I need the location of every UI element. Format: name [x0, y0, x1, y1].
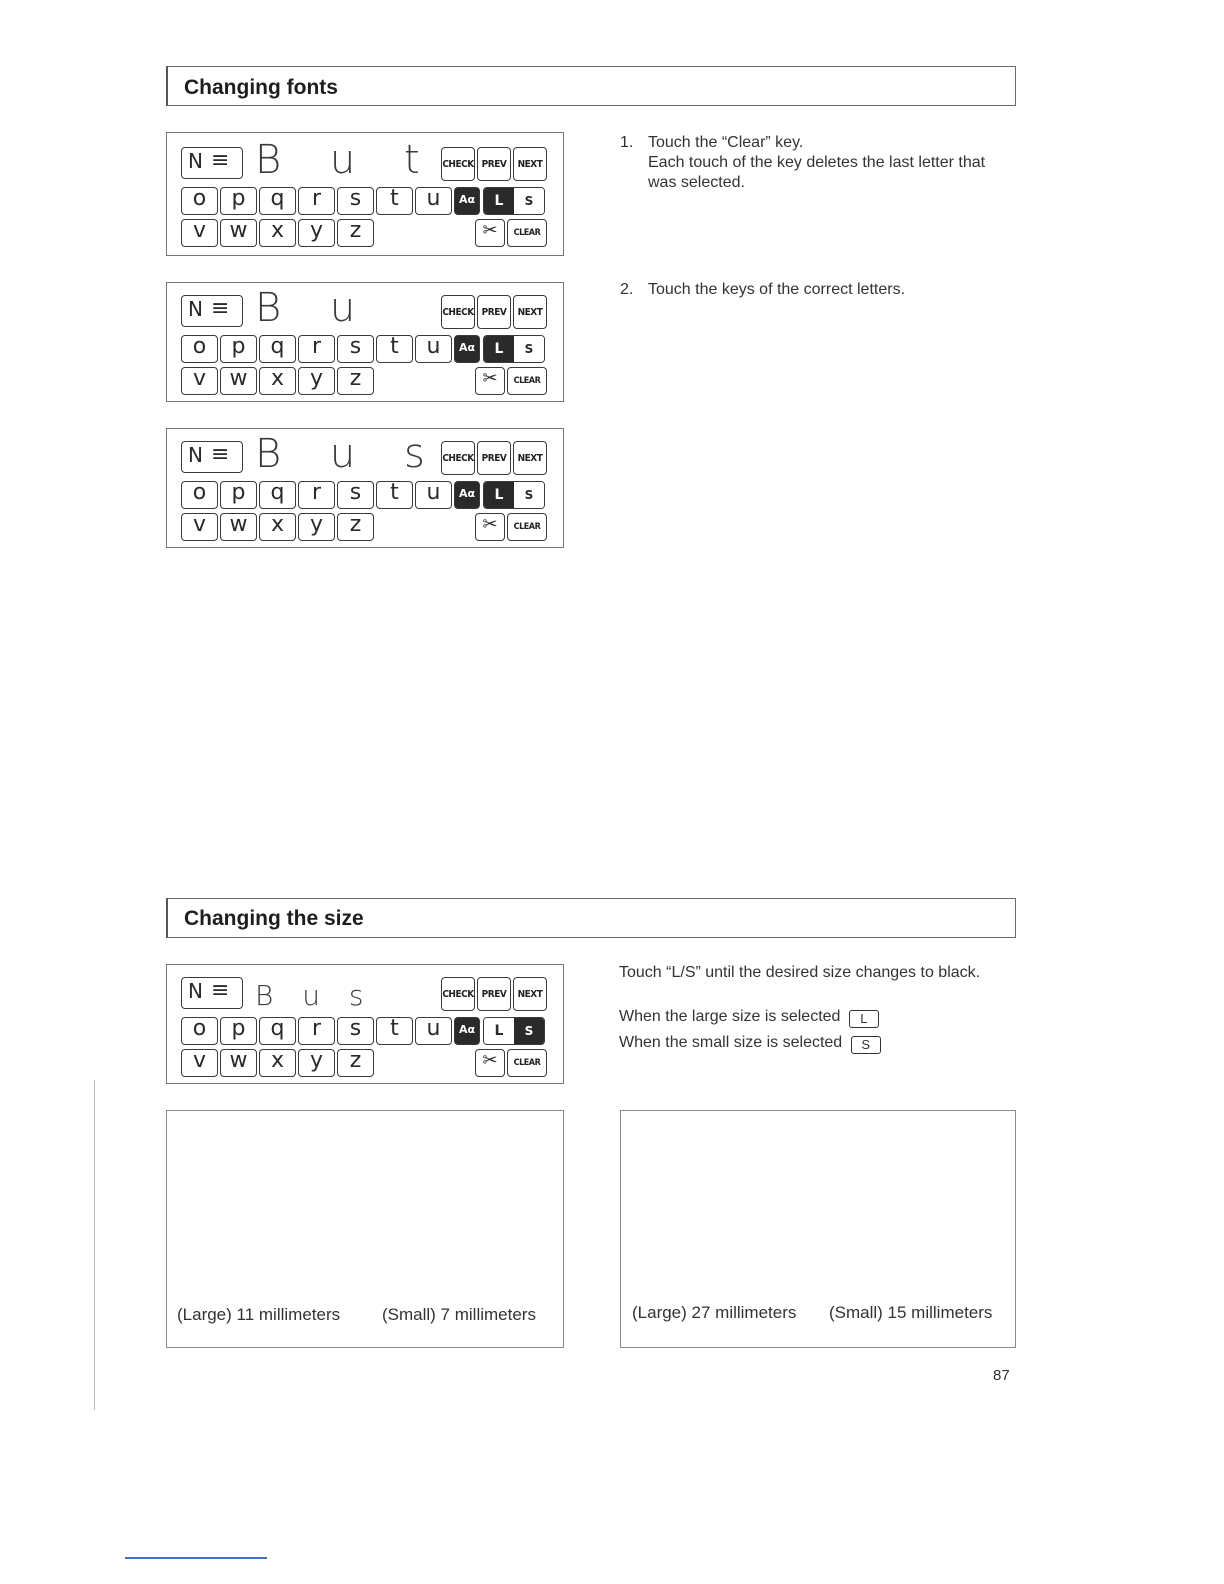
letter-key-w[interactable]: w — [220, 219, 257, 247]
prev-button[interactable]: PREV — [477, 977, 511, 1011]
letter-key-r[interactable]: r — [298, 187, 335, 215]
letter-key-q[interactable]: q — [259, 481, 296, 509]
size-large-label: L — [484, 482, 514, 508]
letter-key-z[interactable]: z — [337, 513, 374, 541]
scissors-icon[interactable]: ✂ — [475, 513, 505, 541]
letter-key-p[interactable]: p — [220, 481, 257, 509]
mode-key-label: N — [188, 979, 203, 1003]
font-style-icon: ≡ — [210, 442, 230, 467]
next-button[interactable]: NEXT — [513, 977, 547, 1011]
font-style-icon: ≡ — [210, 296, 230, 321]
letter-key-q[interactable]: q — [259, 335, 296, 363]
scissors-icon[interactable]: ✂ — [475, 367, 505, 395]
small-selected-line — [619, 1033, 881, 1054]
letter-key-p[interactable]: p — [220, 335, 257, 363]
clear-button[interactable]: CLEAR — [507, 1049, 547, 1077]
lcd-content — [179, 973, 551, 1081]
display-text: B u — [255, 285, 374, 331]
letter-key-z[interactable]: z — [337, 367, 374, 395]
letter-key-q[interactable]: q — [259, 1017, 296, 1045]
clear-button[interactable]: CLEAR — [507, 367, 547, 395]
step-1-line-2: Each touch of the key deletes the last letter that — [648, 154, 986, 171]
letter-key-u[interactable]: u — [415, 481, 452, 509]
size-ls-key[interactable] — [483, 335, 545, 363]
letter-key-y[interactable]: y — [298, 219, 335, 247]
step-2-line-1: Touch the keys of the correct letters. — [648, 281, 906, 298]
next-button[interactable]: NEXT — [513, 441, 547, 475]
example-2-large: (Large) 27 millimeters — [632, 1303, 797, 1322]
step-1-number: 1. — [620, 134, 634, 151]
letter-key-o[interactable]: o — [181, 1017, 218, 1045]
mode-key-label: N — [188, 443, 203, 467]
letter-key-x[interactable]: x — [259, 1049, 296, 1077]
size-key-small-outline: S — [851, 1036, 881, 1054]
mode-key[interactable] — [181, 441, 243, 473]
clear-button[interactable]: CLEAR — [507, 219, 547, 247]
case-toggle-key[interactable]: Aα — [454, 335, 480, 363]
letter-key-q[interactable]: q — [259, 187, 296, 215]
case-toggle-key[interactable]: Aα — [454, 187, 480, 215]
check-button[interactable]: CHECK — [441, 977, 475, 1011]
display-text: B u s — [255, 431, 443, 477]
letter-key-p[interactable]: p — [220, 187, 257, 215]
letter-key-w[interactable]: w — [220, 513, 257, 541]
letter-key-u[interactable]: u — [415, 335, 452, 363]
letter-key-t[interactable]: t — [376, 335, 413, 363]
next-button[interactable]: NEXT — [513, 295, 547, 329]
mode-key[interactable] — [181, 147, 243, 179]
size-instruction: Touch “L/S” until the desired size changes to black. — [619, 964, 981, 981]
example-1-small: (Small) 7 millimeters — [382, 1305, 536, 1324]
section-title: Changing fonts — [184, 76, 338, 99]
large-selected-text: When the large size is selected — [619, 1008, 841, 1025]
large-selected-line — [619, 1007, 879, 1028]
letter-key-r[interactable]: r — [298, 481, 335, 509]
mode-key[interactable] — [181, 295, 243, 327]
size-small-label: S — [514, 482, 544, 508]
display-text: B u s — [255, 979, 374, 1012]
lcd-screen-1 — [166, 132, 564, 256]
letter-key-v[interactable]: v — [181, 1049, 218, 1077]
mode-key-label: N — [188, 297, 203, 321]
size-key-large-outline: L — [849, 1010, 879, 1028]
letter-key-s[interactable]: s — [337, 1017, 374, 1045]
size-ls-key[interactable] — [483, 1017, 545, 1045]
example-1-large: (Large) 11 millimeters — [177, 1305, 341, 1324]
step-2-number: 2. — [620, 281, 634, 298]
letter-key-y[interactable]: y — [298, 367, 335, 395]
font-style-icon: ≡ — [210, 148, 230, 173]
lcd-content — [179, 285, 551, 399]
letter-key-s[interactable]: s — [337, 481, 374, 509]
size-large-label: L — [484, 336, 514, 362]
letter-key-y[interactable]: y — [298, 1049, 335, 1077]
lcd-screen-2 — [166, 282, 564, 402]
display-text: B u t — [255, 137, 438, 183]
lcd-screen-3 — [166, 428, 564, 548]
prev-button[interactable]: PREV — [477, 295, 511, 329]
letter-key-r[interactable]: r — [298, 1017, 335, 1045]
letter-key-r[interactable]: r — [298, 335, 335, 363]
letter-key-z[interactable]: z — [337, 1049, 374, 1077]
scissors-icon[interactable]: ✂ — [475, 1049, 505, 1077]
mode-key-label: N — [188, 149, 203, 173]
letter-key-o[interactable]: o — [181, 187, 218, 215]
letter-key-w[interactable]: w — [220, 1049, 257, 1077]
letter-key-x[interactable]: x — [259, 219, 296, 247]
letter-key-w[interactable]: w — [220, 367, 257, 395]
size-large-label: L — [484, 188, 514, 214]
letter-key-o[interactable]: o — [181, 335, 218, 363]
letter-key-x[interactable]: x — [259, 367, 296, 395]
letter-key-v[interactable]: v — [181, 513, 218, 541]
prev-button[interactable]: PREV — [477, 441, 511, 475]
letter-key-o[interactable]: o — [181, 481, 218, 509]
letter-key-u[interactable]: u — [415, 1017, 452, 1045]
size-ls-key[interactable] — [483, 481, 545, 509]
small-selected-text: When the small size is selected — [619, 1034, 843, 1051]
case-toggle-key[interactable]: Aα — [454, 1017, 480, 1045]
font-style-icon: ≡ — [210, 978, 230, 1003]
letter-key-t[interactable]: t — [376, 187, 413, 215]
lcd-screen-size — [166, 964, 564, 1084]
letter-key-s[interactable]: s — [337, 187, 374, 215]
scissors-icon[interactable]: ✂ — [475, 219, 505, 247]
size-small-label: S — [514, 336, 544, 362]
letter-key-t[interactable]: t — [376, 1017, 413, 1045]
clear-button[interactable]: CLEAR — [507, 513, 547, 541]
page-number: 87 — [993, 1367, 1010, 1384]
case-toggle-key[interactable]: Aα — [454, 481, 480, 509]
section-title: Changing the size — [184, 907, 364, 930]
size-small-label: S — [514, 188, 544, 214]
letter-key-x[interactable]: x — [259, 513, 296, 541]
size-large-label: L — [484, 1018, 514, 1044]
letter-key-s[interactable]: s — [337, 335, 374, 363]
letter-key-y[interactable]: y — [298, 513, 335, 541]
letter-key-p[interactable]: p — [220, 1017, 257, 1045]
letter-key-u[interactable]: u — [415, 187, 452, 215]
mode-key[interactable] — [181, 977, 243, 1009]
check-button[interactable]: CHECK — [441, 441, 475, 475]
check-button[interactable]: CHECK — [441, 295, 475, 329]
prev-button[interactable]: PREV — [477, 147, 511, 181]
letter-key-z[interactable]: z — [337, 219, 374, 247]
letter-key-v[interactable]: v — [181, 219, 218, 247]
letter-key-t[interactable]: t — [376, 481, 413, 509]
lcd-content — [179, 137, 551, 251]
bottom-blue-line — [125, 1557, 267, 1559]
size-ls-key[interactable] — [483, 187, 545, 215]
letter-key-v[interactable]: v — [181, 367, 218, 395]
margin-line — [94, 1080, 95, 1410]
step-1-line-3: was selected. — [648, 174, 745, 191]
example-2-small: (Small) 15 millimeters — [829, 1303, 993, 1322]
lcd-content — [179, 431, 551, 545]
next-button[interactable]: NEXT — [513, 147, 547, 181]
step-1-line-1: Touch the “Clear” key. — [648, 134, 804, 151]
check-button[interactable]: CHECK — [441, 147, 475, 181]
size-small-label: S — [514, 1018, 544, 1044]
